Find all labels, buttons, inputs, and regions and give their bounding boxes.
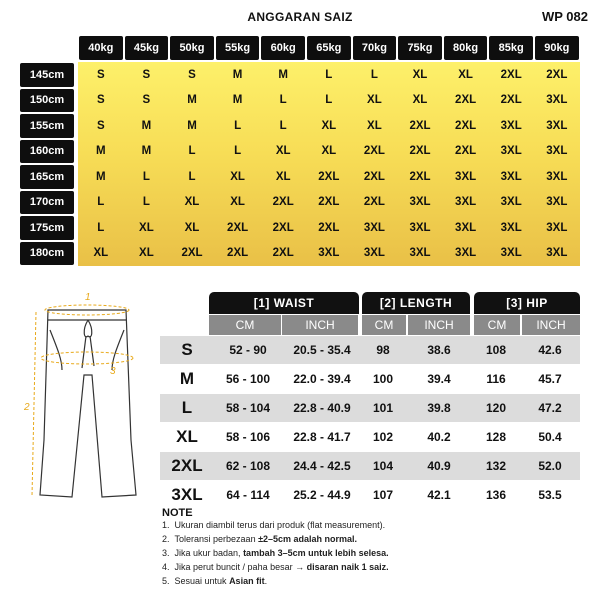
hip-guide <box>41 352 133 364</box>
row-value: 128 <box>485 430 507 444</box>
size-cell: 2XL <box>227 247 249 260</box>
pocket-left <box>50 330 62 370</box>
size-cell: XL <box>139 221 154 234</box>
row-value: 24.4 - 42.5 <box>293 459 351 473</box>
unit-header: CM <box>362 315 406 335</box>
weight-header: 70kg <box>353 36 397 60</box>
height-header: 160cm <box>20 140 74 164</box>
size-cell: L <box>325 68 333 81</box>
row-size-label: 2XL <box>171 456 203 475</box>
size-cell: XL <box>321 145 337 158</box>
size-cell: L <box>370 68 378 81</box>
size-cell: 3XL <box>500 196 522 209</box>
size-cell: 3XL <box>500 170 522 183</box>
height-header: 150cm <box>20 89 74 113</box>
row-value: 58 - 104 <box>225 401 271 415</box>
row-value: 102 <box>372 430 394 444</box>
note-item <box>162 520 385 530</box>
size-cell: XL <box>367 119 382 132</box>
size-cell: L <box>279 94 287 107</box>
size-cell: L <box>97 196 105 209</box>
row-value: 104 <box>372 459 394 473</box>
drawstring <box>82 320 94 368</box>
size-cell: 2XL <box>181 247 203 260</box>
table-row <box>160 365 580 393</box>
unit-header: CM <box>209 315 281 335</box>
row-size-label: M <box>179 369 195 388</box>
weight-header: 75kg <box>398 36 442 60</box>
size-cell: M <box>232 94 243 107</box>
row-value: 56 - 100 <box>225 372 271 386</box>
size-cell: 2XL <box>546 68 568 81</box>
size-cell: 3XL <box>500 247 522 260</box>
row-value: 50.4 <box>538 430 562 444</box>
group-header: [1] WAIST <box>209 292 359 314</box>
size-cell: 2XL <box>318 170 340 183</box>
size-cell: S <box>188 68 196 81</box>
size-cell: M <box>187 94 197 107</box>
page-title: ANGGARAN SAIZ <box>247 10 353 24</box>
size-cell: 3XL <box>546 247 568 260</box>
label-3: 3 <box>110 366 116 377</box>
note-text: Toleransi perbezaan <box>174 534 259 544</box>
row-value: 47.2 <box>538 401 562 415</box>
size-cell: 2XL <box>409 145 431 158</box>
size-cell: XL <box>458 68 473 81</box>
size-cell: XL <box>230 196 245 209</box>
row-value: 58 - 106 <box>225 430 271 444</box>
weight-header: 90kg <box>535 36 579 60</box>
row-value: 20.5 - 35.4 <box>293 343 351 357</box>
size-cell: 3XL <box>546 196 568 209</box>
row-size-label: L <box>181 398 193 417</box>
note-title: NOTE <box>162 507 193 519</box>
size-cell: XL <box>184 196 200 209</box>
row-value: 120 <box>485 401 507 415</box>
weight-header: 50kg <box>170 36 214 60</box>
pocket-right <box>112 330 124 370</box>
size-cell: 2XL <box>409 170 431 183</box>
note-number: 1. <box>162 520 170 530</box>
size-cell: S <box>96 119 105 132</box>
row-value: 107 <box>372 488 394 502</box>
note-bold: disaran naik 1 saiz. <box>306 562 389 572</box>
size-cell: L <box>97 221 105 234</box>
note-tail: . <box>264 576 268 586</box>
size-cell: 3XL <box>455 196 477 209</box>
size-cell: 3XL <box>409 221 431 234</box>
row-value: 40.9 <box>427 459 451 473</box>
table-row <box>160 394 580 422</box>
row-value: 39.4 <box>427 372 451 386</box>
size-cell: L <box>279 119 287 132</box>
note-bold: tambah 3–5cm untuk lebih selesa. <box>243 548 389 558</box>
size-cell: M <box>232 68 243 81</box>
size-cell: 2XL <box>363 170 385 183</box>
size-cell: M <box>96 170 106 183</box>
size-cell: 2XL <box>227 221 249 234</box>
height-header: 175cm <box>20 216 74 240</box>
size-cell: 3XL <box>546 119 568 132</box>
size-cell: XL <box>230 170 245 183</box>
size-cell: 2XL <box>363 145 385 158</box>
row-value: 64 - 114 <box>226 488 270 502</box>
row-value: 42.6 <box>538 343 562 357</box>
row-value: 62 - 108 <box>225 459 271 473</box>
size-cell: L <box>142 170 150 183</box>
size-cell: 3XL <box>455 247 477 260</box>
size-cell: L <box>325 94 333 107</box>
size-grid <box>78 62 580 266</box>
row-value: 38.6 <box>427 343 451 357</box>
size-cell: 2XL <box>409 119 431 132</box>
note-item <box>162 562 389 572</box>
group-header: [3] HIP <box>474 292 580 314</box>
size-cell: XL <box>139 247 154 260</box>
row-value: 42.1 <box>427 488 451 502</box>
note-item <box>162 548 389 558</box>
table-row <box>160 423 580 451</box>
size-cell: 3XL <box>546 221 568 234</box>
size-cell: 2XL <box>455 119 477 132</box>
note-text: Jika perut buncit / paha besar → <box>174 562 307 572</box>
size-cell: 2XL <box>500 68 522 81</box>
unit-header: INCH <box>282 315 358 335</box>
size-cell: 2XL <box>272 247 294 260</box>
note-number: 3. <box>162 548 170 558</box>
size-cell: 2XL <box>455 145 477 158</box>
size-cell: 2XL <box>455 94 477 107</box>
row-value: 40.2 <box>427 430 451 444</box>
size-cell: XL <box>275 145 291 158</box>
unit-header: INCH <box>408 315 470 335</box>
row-value: 136 <box>485 488 507 502</box>
size-cell: 3XL <box>455 170 477 183</box>
height-header: 145cm <box>20 63 74 87</box>
size-cell: S <box>142 68 151 81</box>
size-cell: 3XL <box>500 221 522 234</box>
pants-outline <box>40 310 136 497</box>
size-cell: 2XL <box>363 196 385 209</box>
size-cell: M <box>141 145 152 158</box>
weight-header: 40kg <box>79 36 123 60</box>
size-cell: 3XL <box>500 119 522 132</box>
weight-header: 45kg <box>125 36 169 60</box>
size-cell: L <box>234 145 242 158</box>
size-cell: 3XL <box>546 94 568 107</box>
table-row <box>160 452 580 480</box>
size-cell: 3XL <box>500 145 522 158</box>
size-cell: XL <box>412 68 428 81</box>
row-value: 39.8 <box>427 401 451 415</box>
unit-header: CM <box>474 315 520 335</box>
size-cell: 2XL <box>500 94 522 107</box>
pants-diagram <box>18 290 153 505</box>
height-header: 170cm <box>20 191 74 215</box>
height-header: 180cm <box>20 242 74 266</box>
size-cell: S <box>142 94 151 107</box>
row-value: 100 <box>372 372 394 386</box>
row-value: 25.2 - 44.9 <box>293 488 351 502</box>
size-cell: S <box>96 68 105 81</box>
height-header: 155cm <box>20 114 74 138</box>
size-cell: 3XL <box>318 247 340 260</box>
row-value: 22.8 - 41.7 <box>293 430 351 444</box>
weight-header: 55kg <box>216 36 260 60</box>
size-cell: 2XL <box>272 221 294 234</box>
weight-header: 80kg <box>444 36 488 60</box>
row-value: 108 <box>485 343 507 357</box>
table-row <box>160 481 580 509</box>
size-cell: L <box>188 170 196 183</box>
note-text: Ukuran diambil terus dari produk (flat measurement). <box>174 520 386 530</box>
table-row <box>160 336 580 364</box>
row-size-label: 3XL <box>171 485 203 504</box>
size-cell: 3XL <box>546 170 568 183</box>
size-cell: XL <box>321 119 337 132</box>
size-cell: M <box>278 68 288 81</box>
size-cell: 3XL <box>455 221 477 234</box>
size-cell: S <box>96 94 105 107</box>
note-bold: ±2–5cm adalah normal. <box>258 534 358 544</box>
size-cell: L <box>188 145 196 158</box>
size-cell: M <box>96 145 106 158</box>
size-cell: M <box>187 119 197 132</box>
note-number: 4. <box>162 562 170 572</box>
row-value: 132 <box>485 459 507 473</box>
row-value: 45.7 <box>538 372 562 386</box>
size-cell: 2XL <box>318 221 340 234</box>
size-cell: 3XL <box>363 221 385 234</box>
height-header: 165cm <box>20 165 74 189</box>
size-cell: XL <box>93 247 109 260</box>
row-value: 116 <box>486 372 506 386</box>
group-header: [2] LENGTH <box>362 292 470 314</box>
size-cell: 2XL <box>272 196 294 209</box>
size-cell: XL <box>275 170 291 183</box>
weight-header: 60kg <box>261 36 305 60</box>
row-value: 52.0 <box>538 459 562 473</box>
note-text: Sesuai untuk <box>174 576 230 586</box>
length-guide <box>32 312 36 496</box>
row-value: 52 - 90 <box>229 343 267 357</box>
row-value: 22.8 - 40.9 <box>293 401 351 415</box>
row-size-label: XL <box>176 427 198 446</box>
size-cell: XL <box>184 221 200 234</box>
size-cell: L <box>234 119 242 132</box>
note-number: 2. <box>162 534 170 544</box>
size-cell: 3XL <box>409 196 431 209</box>
size-cell: XL <box>412 94 428 107</box>
note-item <box>162 576 267 586</box>
weight-header: 85kg <box>489 36 533 60</box>
size-cell: M <box>141 119 152 132</box>
unit-header: INCH <box>522 315 580 335</box>
size-matrix <box>20 36 580 266</box>
row-value: 53.5 <box>538 488 562 502</box>
size-cell: 3XL <box>363 247 385 260</box>
label-1: 1 <box>85 292 91 303</box>
size-cell: XL <box>367 94 382 107</box>
note-bold: Asian fit <box>229 576 265 586</box>
row-value: 98 <box>376 343 390 357</box>
size-cell: 3XL <box>546 145 568 158</box>
size-cell: 3XL <box>409 247 431 260</box>
note-item <box>162 534 357 544</box>
row-value: 22.0 - 39.4 <box>293 372 351 386</box>
size-cell: L <box>142 196 150 209</box>
row-size-label: S <box>181 340 193 359</box>
note-number: 5. <box>162 576 170 586</box>
product-code: WP 082 <box>541 9 588 24</box>
row-value: 101 <box>372 401 394 415</box>
weight-header: 65kg <box>307 36 351 60</box>
note-text: Jika ukur badan, <box>174 548 244 558</box>
size-cell: 2XL <box>318 196 340 209</box>
label-2: 2 <box>24 402 30 413</box>
